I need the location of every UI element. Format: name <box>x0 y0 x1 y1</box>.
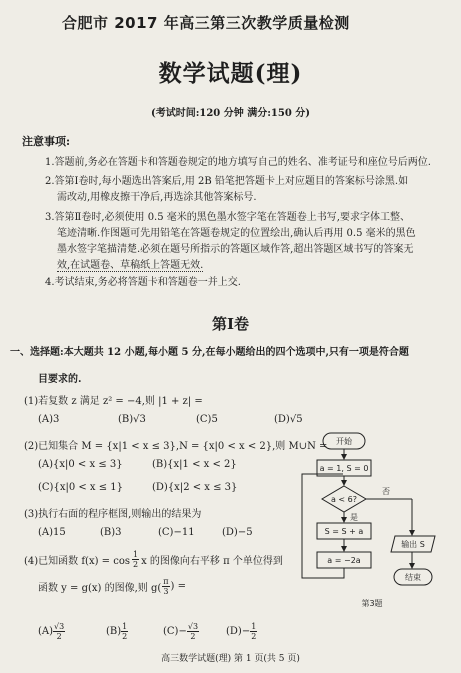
q4-stem-line2 <box>38 577 186 596</box>
q4-line2-fraction-den: 3 <box>163 587 169 596</box>
q4-fraction-den: 2 <box>132 560 139 569</box>
q4-option-d <box>226 622 257 641</box>
q4-stem-part-a: (4)已知函数 f(x) = cos <box>24 556 130 567</box>
flowchart-init-text: a = 1, S = 0 <box>319 464 369 473</box>
q4-option-a-fraction <box>53 622 65 641</box>
flowchart-end-text: 结束 <box>405 573 421 582</box>
q4-option-a-den: 2 <box>56 632 62 641</box>
q4-option-c-label: (C)− <box>163 626 187 637</box>
flowchart-output-text: 输出 S <box>401 540 425 549</box>
q4-option-c-fraction <box>187 622 199 641</box>
flowchart-yes-label: 是 <box>350 513 358 522</box>
q4-option-b <box>106 622 128 641</box>
part1-description-cont: 目要求的. <box>38 374 82 385</box>
q4-option-d-num: 1 <box>251 622 257 631</box>
flowchart <box>290 430 450 615</box>
flowchart-caption: 第3题 <box>361 599 383 608</box>
flowchart-a-text: a = −2a <box>327 556 361 565</box>
flowchart-cond-text: a < 6? <box>330 495 358 504</box>
q4-stem-line2-a: 函数 y = g(x) 的图像,则 g( <box>38 583 162 594</box>
q2-option-c: (C){x|0 < x ≤ 1} <box>38 482 124 493</box>
q4-option-c-den: 2 <box>190 632 196 641</box>
q3-stem: (3)执行右面的程序框图,则输出的结果为 <box>24 509 202 520</box>
q3-option-b: (B)3 <box>100 527 122 538</box>
q4-fraction <box>132 550 139 569</box>
q4-option-a <box>38 622 65 641</box>
note-4: 4.考试结束,务必将答题卡和答题卷一并上交. <box>45 277 241 288</box>
q1-option-d: (D)√5 <box>274 414 303 425</box>
note-2: 2.答第Ⅰ卷时,每小题选出答案后,用 2B 铅笔把答题卡上对应题目的答案标号涂黑.如 <box>45 176 409 187</box>
q3-option-c: (C)−11 <box>158 527 195 538</box>
paper-title: 数学试题(理) <box>158 60 303 87</box>
notes-heading: 注意事项: <box>22 135 71 148</box>
exam-info: (考试时间:120 分钟 满分:150 分) <box>150 108 311 119</box>
q4-option-b-den: 2 <box>122 632 128 641</box>
page-footer: 高三数学试题(理) 第 1 页(共 5 页) <box>161 654 300 664</box>
q1-option-b: (B)√3 <box>118 414 146 425</box>
q1-option-a: (A)3 <box>38 414 60 425</box>
q4-stem-line2-b: ) = <box>170 581 186 592</box>
q2-option-d: (D){x|2 < x ≤ 3} <box>152 482 238 493</box>
flowchart-start-text: 开始 <box>336 437 352 446</box>
q4-option-c-num: √3 <box>187 622 199 631</box>
flowchart-s-text: S = S + a <box>324 527 364 536</box>
note-3-cont-1: 笔迹清晰.作图题可先用铅笔在答题卷规定的位置绘出,确认后再用 0.5 毫米的黑色 <box>57 228 416 239</box>
exam-header-title: 合肥市 2017 年高三第三次教学质量检测 <box>62 14 350 32</box>
q2-option-a: (A){x|0 < x ≤ 3} <box>38 459 123 470</box>
q3-option-a: (A)15 <box>38 527 66 538</box>
note-3-cont-3: 效,在试题卷、草稿纸上答题无效. <box>57 256 203 272</box>
q4-option-a-label: (A) <box>38 626 54 637</box>
q4-option-d-label: (D)− <box>226 626 251 637</box>
q4-stem-part-b: x 的图像向右平移 π 个单位得到 <box>141 556 283 567</box>
note-1: 1.答题前,务必在答题卡和答题卷规定的地方填写自己的姓名、准考证号和座位号后两位. <box>45 157 431 168</box>
q4-option-a-num: √3 <box>54 622 65 631</box>
part1-description: 一、选择题:本大题共 12 小题,每小题 5 分,在每小题给出的四个选项中,只有一项是符合题 <box>10 347 409 358</box>
q1-option-c: (C)5 <box>196 414 218 425</box>
q4-line2-fraction <box>162 577 169 596</box>
q2-option-b: (B){x|1 < x < 2} <box>152 459 237 470</box>
q4-option-b-label: (B) <box>106 626 122 637</box>
q4-option-d-den: 2 <box>251 632 257 641</box>
q4-stem <box>24 550 283 569</box>
q4-fraction-num: 1 <box>132 550 139 559</box>
section-title: 第Ⅰ卷 <box>211 315 250 333</box>
q2-stem: (2)已知集合 M = {x|1 < x ≤ 3},N = {x|0 < x < 2},则 M∪N = <box>24 441 328 452</box>
q1-stem: (1)若复数 z 满足 z² = −4,则 |1 + z| = <box>24 396 203 407</box>
note-2-cont: 需改动,用橡皮擦干净后,再选涂其他答案标号. <box>57 192 257 203</box>
q4-option-b-num: 1 <box>122 622 128 631</box>
q4-option-c <box>163 622 199 641</box>
q4-option-d-fraction <box>250 622 257 641</box>
q4-option-b-fraction <box>121 622 128 641</box>
q3-option-d: (D)−5 <box>222 527 253 538</box>
flowchart-no-label: 否 <box>382 487 390 496</box>
note-3: 3.答第Ⅱ卷时,必须使用 0.5 毫米的黑色墨水签字笔在答题卷上书写,要求字体工整、 <box>45 212 410 223</box>
q4-line2-fraction-num: π <box>163 577 169 586</box>
note-3-cont-2: 墨水签字笔描清楚.必须在题号所指示的答题区域作答,超出答题区域书写的答案无 <box>57 244 414 255</box>
